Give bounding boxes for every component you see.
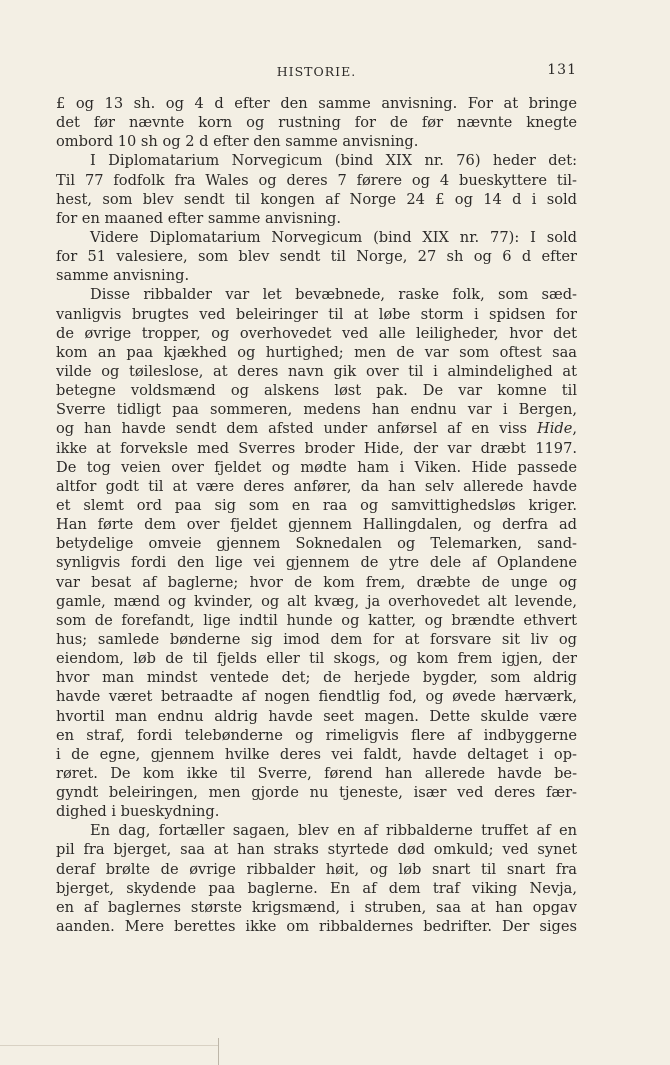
text-line: vilde og tøileslose, at deres navn gik over til i almindelighed at <box>56 362 577 380</box>
text-line: røret. De kom ikke til Sverre, førend han allerede havde be- <box>56 764 577 782</box>
text-line: gamle, mænd og kvinder, og alt kvæg, ja overhovedet alt levende, <box>56 592 577 610</box>
text-line: hvor man mindst ventede det; de herjede bygder, som aldrig <box>56 669 577 687</box>
scan-edge-mark <box>0 1045 218 1046</box>
scan-edge-mark <box>218 1038 219 1065</box>
text-line: som de forefandt, lige indtil hunde og katter, og brændte ethvert <box>56 611 577 629</box>
text-line: Sverre tidligt paa sommeren, medens han endnu var i Bergen, <box>56 401 577 419</box>
text-line: hest, som blev sendt til kongen af Norge 24 £ og 14 d i sold <box>56 190 577 208</box>
text-line: Videre Diplomatarium Norvegicum (bind XIX nr. 77): I sold <box>90 228 577 246</box>
text-line: dighed i bueskydning. <box>56 803 220 821</box>
text-line: i de egne, gjennem hvilke deres vei faldt, havde deltaget i op- <box>56 745 577 763</box>
text-line: havde været betraadte af nogen fiendtlig fod, og øvede hærværk, <box>56 688 577 706</box>
text-line: Disse ribbalder var let bevæbnede, raske folk, som sæd- <box>90 286 577 304</box>
text-line: eiendom, løb de til fjelds eller til skogs, og kom frem igjen, der <box>56 650 577 668</box>
text-line: betegne voldsmænd og alskens løst pak. De var komne til <box>56 382 577 400</box>
text-line: betydelige omveie gjennem Soknedalen og Telemarken, sand- <box>56 535 577 553</box>
text-line: altfor godt til at være deres anfører, da han selv allerede havde <box>56 477 577 495</box>
text-line: et slemt ord paa sig som en raa og samvittighedsløs kriger. <box>56 496 577 514</box>
text-line: kom an paa kjækhed og hurtighed; men de var som oftest saa <box>56 343 577 361</box>
text-line: En dag, fortæller sagaen, blev en af ribbalderne truffet af en <box>90 822 577 840</box>
text-line: og han havde sendt dem afsted under anførsel af en viss Hide, <box>56 420 577 438</box>
text-line: gyndt beleiringen, men gjorde nu tjeneste, især ved deres fær- <box>56 784 577 802</box>
text-line: £ og 13 sh. og 4 d efter den samme anvisning. For at bringe <box>56 95 577 112</box>
text-line: ombord 10 sh og 2 d efter den samme anvisning. <box>56 133 419 151</box>
running-title: HISTORIE. <box>276 64 357 79</box>
text-line: hvortil man endnu aldrig havde seet magen. Dette skulde være <box>56 707 577 725</box>
text-line: synligvis fordi den lige vei gjennem de ytre dele af Oplandene <box>56 554 577 572</box>
text-line: for 51 valesiere, som blev sendt til Norge, 27 sh og 6 d efter <box>56 248 577 266</box>
text-line: hus; samlede bønderne sig imod dem for at forsvare sit liv og <box>56 630 577 648</box>
text-line: pil fra bjerget, saa at han straks styrtede død omkuld; ved synet <box>56 841 577 859</box>
text-line: Han førte dem over fjeldet gjennem Hallingdalen, og derfra ad <box>56 516 577 534</box>
text-line: det før nævnte korn og rustning for de før nævnte knegte <box>56 114 577 132</box>
running-header <box>56 62 577 82</box>
text-line: samme anvisning. <box>56 267 190 285</box>
text-line: aanden. Mere berettes ikke om ribbaldernes bedrifter. Der siges <box>56 918 577 936</box>
text-line: bjerget, skydende paa baglerne. En af dem traf viking Nevja, <box>56 879 577 897</box>
text-line: I Diplomatarium Norvegicum (bind XIX nr. 76) heder det: <box>90 152 577 170</box>
text-line: de øvrige tropper, og overhovedet ved alle leiligheder, hvor det <box>56 324 577 342</box>
body-text <box>56 94 577 936</box>
text-line: en af baglernes største krigsmænd, i struben, saa at han opgav <box>56 898 577 916</box>
text-line: De tog veien over fjeldet og mødte ham i Viken. Hide passede <box>56 458 577 476</box>
page-number: 131 <box>547 62 577 78</box>
text-line: ikke at forveksle med Sverres broder Hide, der var dræbt 1197. <box>56 439 577 457</box>
text-line: en straf, fordi telebønderne og rimeligvis flere af indbyggerne <box>56 726 577 744</box>
text-line: for en maaned efter samme anvisning. <box>56 209 341 227</box>
text-line: vanligvis brugtes ved beleiringer til at løbe storm i spidsen for <box>56 305 577 323</box>
text-line: deraf brølte de øvrige ribbalder høit, og løb snart til snart fra <box>56 860 577 878</box>
text-line: Til 77 fodfolk fra Wales og deres 7 førere og 4 bueskyttere til- <box>56 171 577 189</box>
text-line: var besat af baglerne; hvor de kom frem, dræbte de unge og <box>56 573 577 591</box>
